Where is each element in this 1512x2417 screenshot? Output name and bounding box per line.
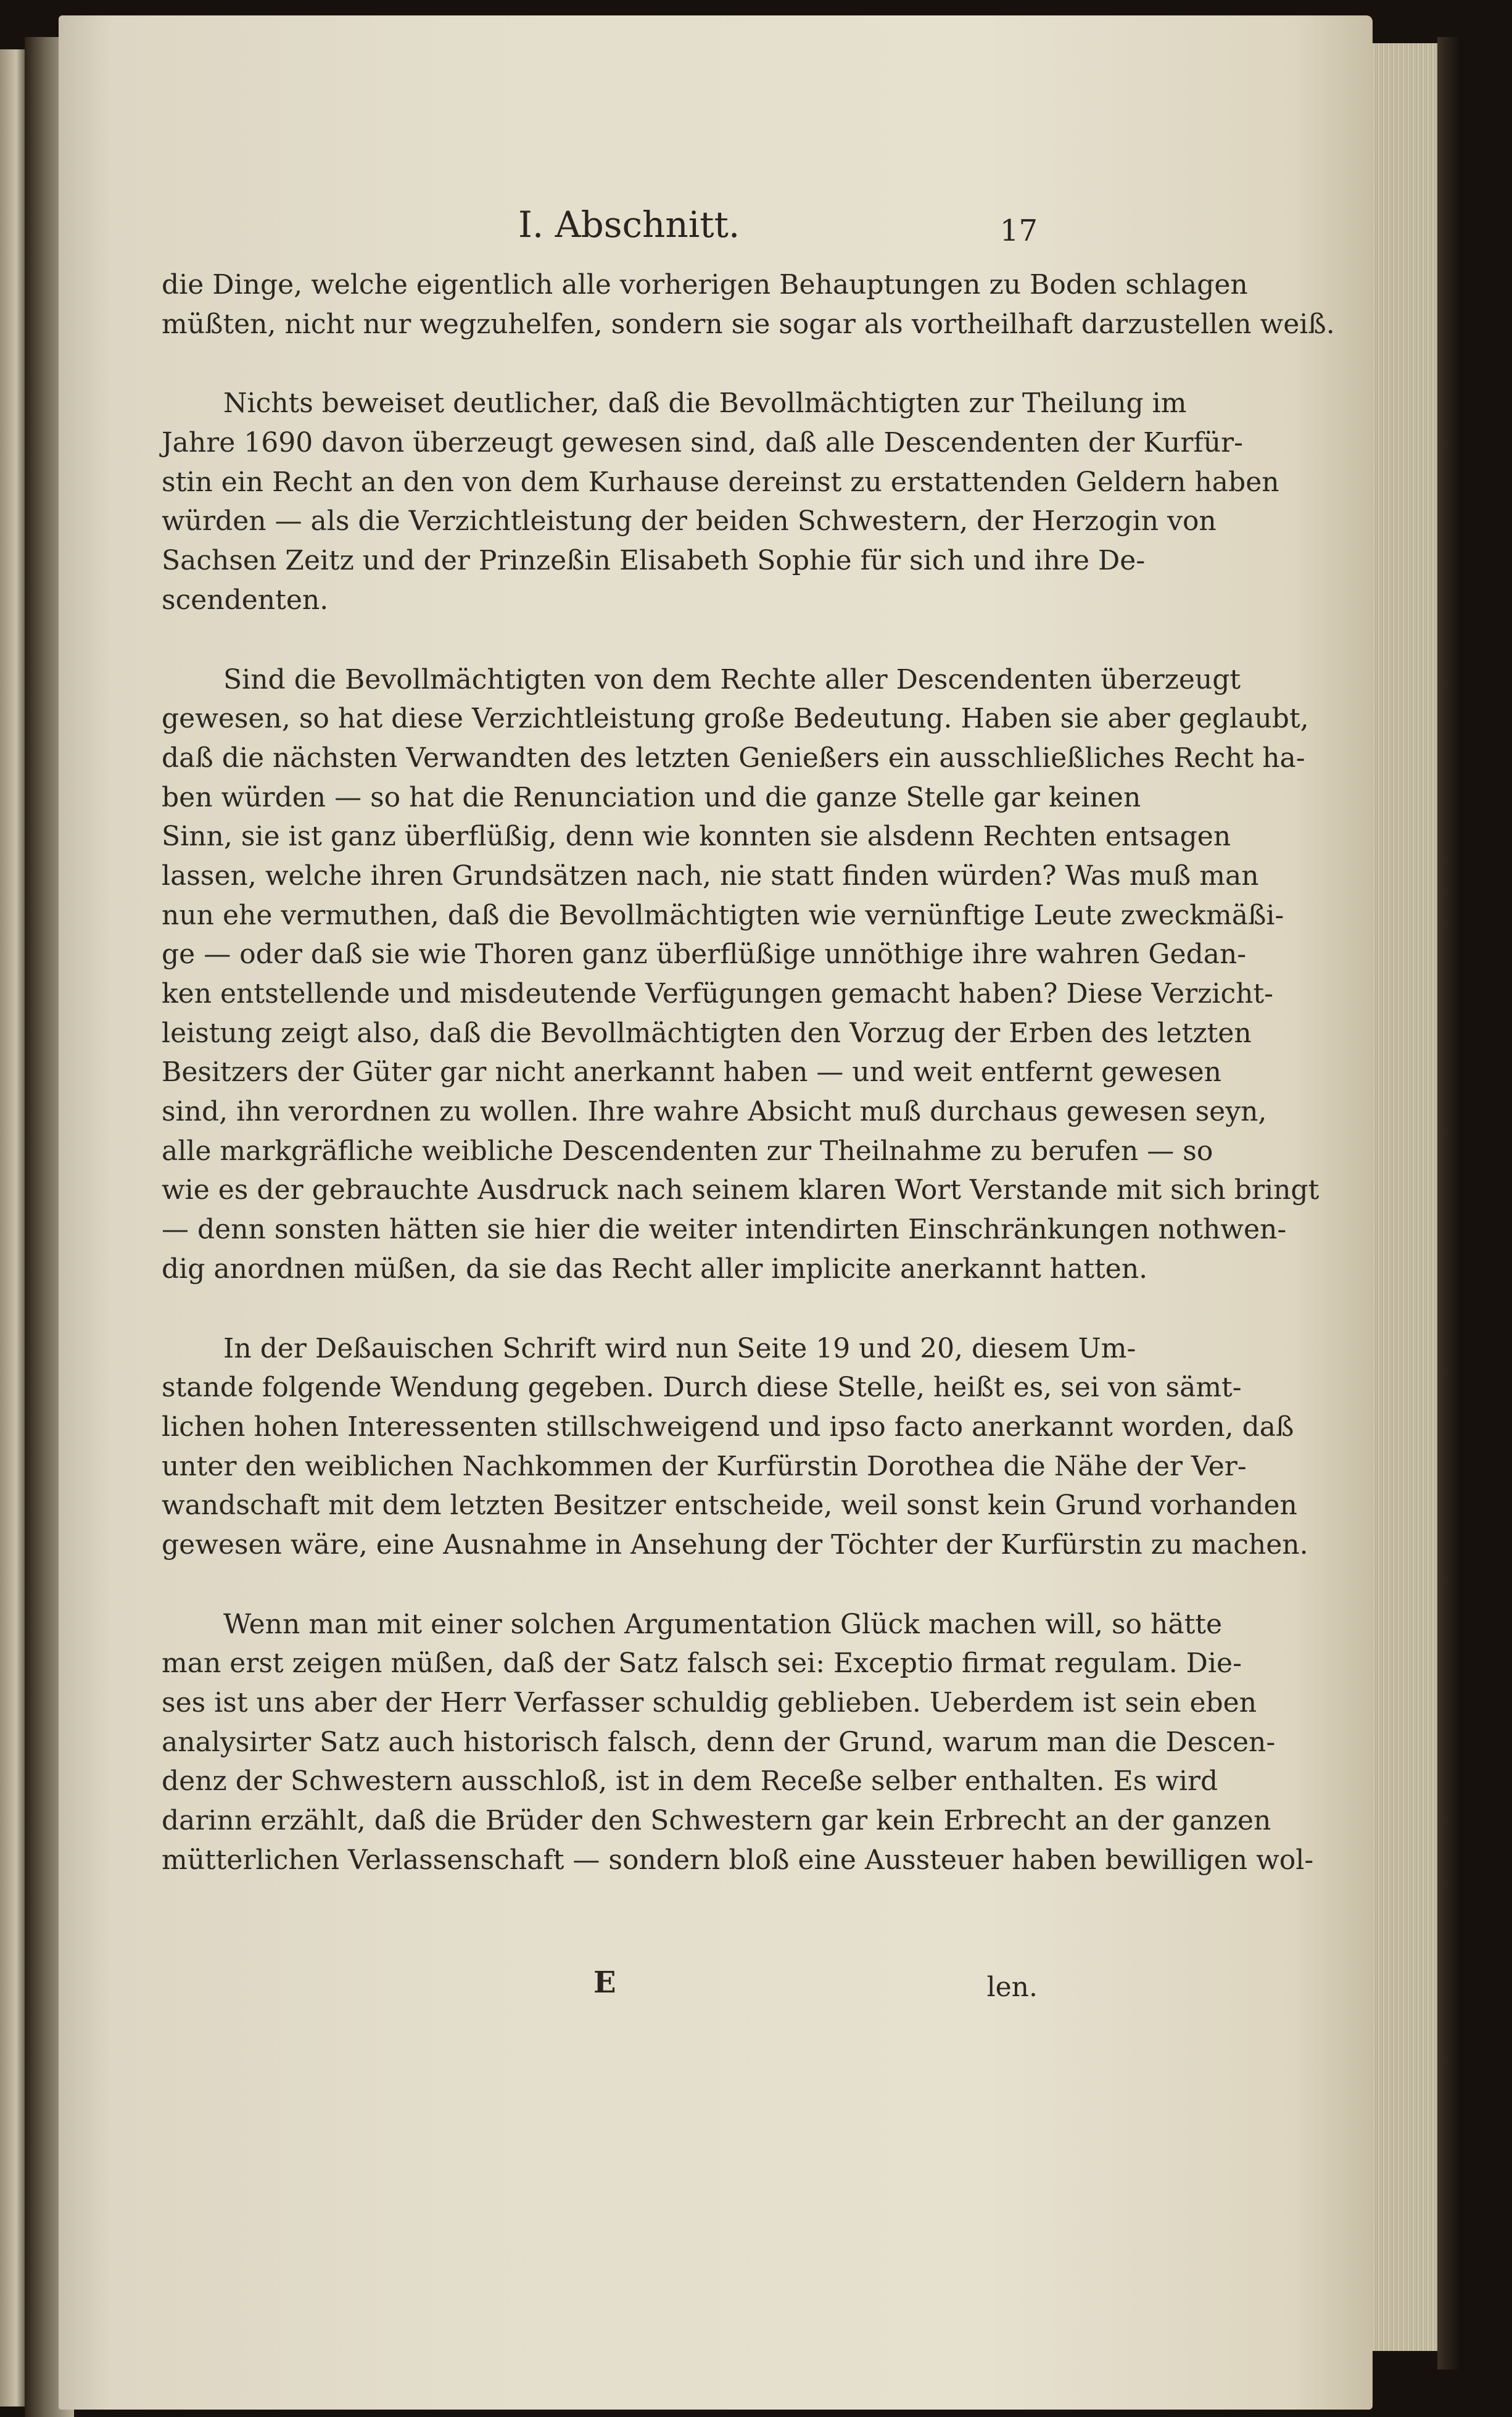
text-line: Besitzers der Güter gar nicht anerkannt haben — und weit entfernt gewesen bbox=[162, 1056, 1221, 1088]
text-line: Sind die Bevollmächtigten von dem Rechte aller Descendenten überzeugt bbox=[223, 663, 1241, 695]
text-line: stande folgende Wendung gegeben. Durch diese Stelle, heißt es, sei von sämt- bbox=[162, 1372, 1242, 1404]
page-footer bbox=[162, 1965, 1038, 2009]
text-line: alle markgräfliche weibliche Descendenten zur Theilnahme zu berufen — so bbox=[162, 1135, 1213, 1167]
text-line: Jahre 1690 davon überzeugt gewesen sind, daß alle Descendenten der Kurfür- bbox=[162, 427, 1243, 459]
text-line: sind, ihn verordnen zu wollen. Ihre wahre Absicht muß durchaus gewesen seyn, bbox=[162, 1096, 1267, 1128]
text-line: daß die nächsten Verwandten des letzten Genießers ein ausschließliches Recht ha- bbox=[162, 742, 1305, 774]
text-line: gewesen wäre, eine Ausnahme in Ansehung der Töchter der Kurfürstin zu machen. bbox=[162, 1528, 1308, 1561]
text-line: — denn sonsten hätten sie hier die weiter intendirten Einschränkungen nothwen- bbox=[162, 1214, 1287, 1246]
text-line: scendenten. bbox=[162, 584, 329, 616]
catchword: len. bbox=[986, 1971, 1038, 2003]
text-line: ben würden — so hat die Renunciation und die ganze Stelle gar keinen bbox=[162, 781, 1141, 813]
text-line: Sachsen Zeitz und der Prinzeßin Elisabeth Sophie für sich und ihre De- bbox=[162, 545, 1146, 577]
paragraph bbox=[162, 660, 1320, 1289]
text-line: unter den weiblichen Nachkommen der Kurfürstin Dorothea die Nähe der Ver- bbox=[162, 1450, 1247, 1482]
text-line: ge — oder daß sie wie Thoren ganz überflüßige unnöthige ihre wahren Gedan- bbox=[162, 939, 1247, 971]
text-line: die Dinge, welche eigentlich alle vorherigen Behauptungen zu Boden schlagen bbox=[162, 269, 1248, 301]
page-header bbox=[185, 204, 1036, 259]
text-line: dig anordnen müßen, da sie das Recht aller implicite anerkannt hatten. bbox=[162, 1253, 1148, 1285]
paragraph bbox=[162, 384, 1279, 620]
text-line: würden — als die Verzichtleistung der beiden Schwestern, der Herzogin von bbox=[162, 505, 1217, 537]
text-line: man erst zeigen müßen, daß der Satz falsch sei: Exceptio firmat regulam. Die- bbox=[162, 1648, 1242, 1680]
text-line: nun ehe vermuthen, daß die Bevollmächtigten wie vernünftige Leute zweckmäßi- bbox=[162, 899, 1284, 931]
text-line: Sinn, sie ist ganz überflüßig, denn wie konnten sie alsdenn Rechten entsagen bbox=[162, 821, 1231, 853]
text-line: analysirter Satz auch historisch falsch, denn der Grund, warum man die Descen- bbox=[162, 1726, 1276, 1758]
text-line: denz der Schwestern ausschloß, ist in dem Receße selber enthalten. Es wird bbox=[162, 1765, 1218, 1797]
signature-mark: E bbox=[593, 1965, 616, 2000]
paragraph bbox=[162, 1605, 1314, 1880]
body-text bbox=[162, 265, 1335, 1880]
text-line: leistung zeigt also, daß die Bevollmächtigten den Vorzug der Erben des letzten bbox=[162, 1017, 1252, 1049]
text-line: Wenn man mit einer solchen Argumentation Glück machen will, so hätte bbox=[223, 1608, 1222, 1640]
text-line: lassen, welche ihren Grundsätzen nach, nie statt finden würden? Was muß man bbox=[162, 860, 1259, 892]
page-number: 17 bbox=[999, 214, 1038, 248]
text-line: lichen hohen Interessenten stillschweigend und ipso facto anerkannt worden, daß bbox=[162, 1411, 1294, 1443]
text-line: darinn erzählt, daß die Brüder den Schwestern gar kein Erbrecht an der ganzen bbox=[162, 1805, 1271, 1837]
running-head: I. Abschnitt. bbox=[518, 204, 740, 246]
text-line: stin ein Recht an den von dem Kurhause dereinst zu erstattenden Geldern haben bbox=[162, 466, 1279, 498]
text-line: ses ist uns aber der Herr Verfasser schuldig geblieben. Ueberdem ist sein eben bbox=[162, 1687, 1257, 1718]
edge-shadow bbox=[1437, 37, 1462, 2369]
paragraph bbox=[162, 1329, 1308, 1565]
text-line: müßten, nicht nur wegzuhelfen, sondern sie sogar als vortheilhaft darzustellen weiß. bbox=[162, 308, 1335, 340]
text-line: mütterlichen Verlassenschaft — sondern bloß eine Aussteuer haben bewilligen wol- bbox=[162, 1844, 1314, 1876]
text-line: wandschaft mit dem letzten Besitzer entscheide, weil sonst kein Grund vorhanden bbox=[162, 1490, 1297, 1522]
paragraph bbox=[162, 265, 1335, 344]
text-line: gewesen, so hat diese Verzichtleistung große Bedeutung. Haben sie aber geglaubt, bbox=[162, 703, 1309, 735]
text-line: ken entstellende und misdeutende Verfügungen gemacht haben? Diese Verzicht- bbox=[162, 978, 1273, 1010]
text-line: wie es der gebrauchte Ausdruck nach seinem klaren Wort Verstande mit sich bringt bbox=[162, 1174, 1320, 1206]
text-line: Nichts beweiset deutlicher, daß die Bevollmächtigten zur Theilung im bbox=[223, 388, 1187, 420]
text-line: In der Deßauischen Schrift wird nun Seite 19 und 20, diesem Um- bbox=[223, 1332, 1136, 1364]
